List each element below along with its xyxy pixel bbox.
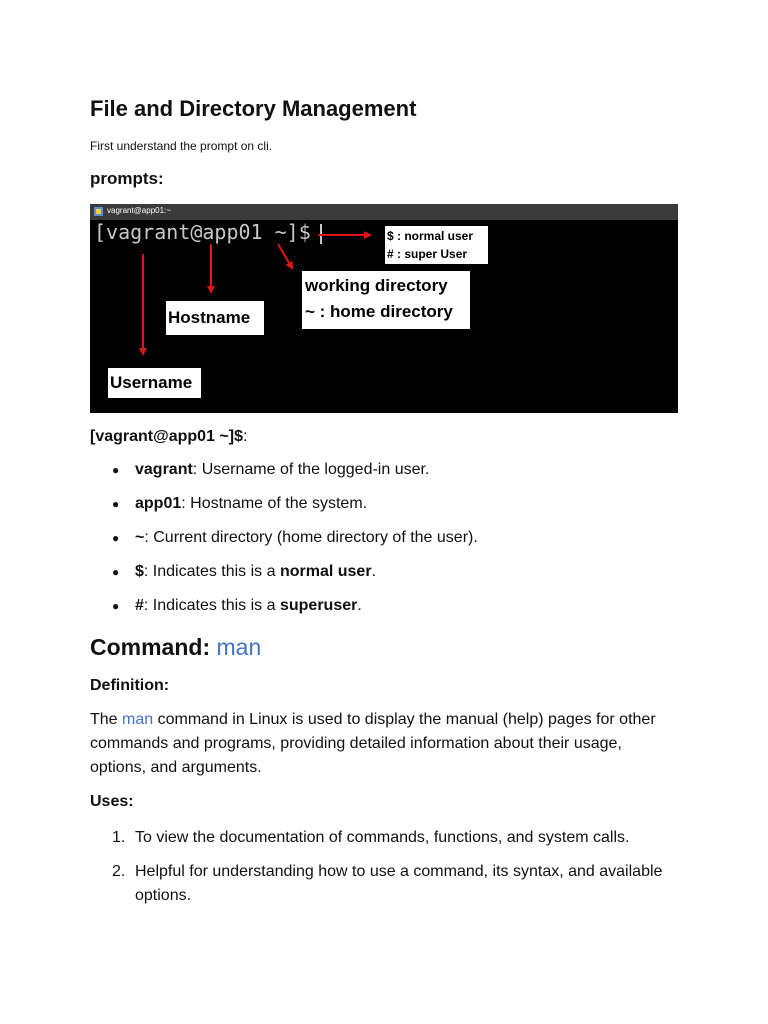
bullet-emph: normal user bbox=[279, 563, 372, 580]
definition-heading: Definition: bbox=[90, 677, 170, 694]
bullet-icon: ● bbox=[112, 599, 120, 613]
bullet-term: app01 bbox=[135, 495, 182, 512]
bullet-text: : Username of the logged-in user. bbox=[192, 461, 430, 478]
prompt-caption bbox=[90, 428, 247, 446]
bullet-term: ~ bbox=[135, 529, 145, 546]
list-item bbox=[90, 486, 680, 520]
bullet-icon: ● bbox=[112, 497, 120, 511]
list-item bbox=[90, 826, 680, 850]
super-user-label: # : super User bbox=[387, 247, 468, 261]
uses-heading: Uses: bbox=[90, 793, 134, 810]
command-heading-prefix: Command: bbox=[90, 634, 217, 660]
list-item bbox=[90, 554, 680, 588]
command-heading bbox=[90, 634, 261, 661]
command-link[interactable]: man bbox=[216, 634, 262, 660]
bullet-icon: ● bbox=[112, 463, 120, 477]
bullet-icon: ● bbox=[112, 531, 120, 545]
list-item-text: Helpful for understanding how to use a command, its syntax, and available options. bbox=[135, 863, 663, 904]
prompts-heading: prompts: bbox=[90, 169, 164, 188]
bullet-term: vagrant bbox=[135, 461, 193, 478]
list-number: 1. bbox=[112, 829, 126, 846]
user-type-label bbox=[385, 226, 488, 264]
prompt-caption-bold: [vagrant@app01 ~]$ bbox=[90, 428, 243, 445]
list-number: 2. bbox=[112, 863, 126, 880]
home-directory-line: ~ : home directory bbox=[305, 302, 453, 321]
bullet-icon: ● bbox=[112, 565, 120, 579]
username-label: Username bbox=[108, 368, 201, 398]
list-item bbox=[90, 520, 680, 554]
prompt-caption-tail: : bbox=[242, 428, 248, 445]
bullet-end: . bbox=[371, 563, 377, 580]
intro-text: First understand the prompt on cli. bbox=[90, 139, 273, 153]
bullet-term: # bbox=[135, 597, 144, 614]
terminal-prompt: [vagrant@app01 ~]$ bbox=[94, 220, 311, 244]
working-directory-line: working directory bbox=[305, 276, 448, 295]
list-item bbox=[90, 452, 680, 486]
hostname-label: Hostname bbox=[166, 301, 264, 335]
list-item bbox=[90, 860, 680, 908]
man-inline-link[interactable]: man bbox=[122, 711, 154, 728]
bullet-text: : Hostname of the system. bbox=[181, 495, 368, 512]
definition-text: command in Linux is used to display the manual (help) pages for other commands and programs, providing detailed information about their usage, options, and arguments. bbox=[90, 711, 656, 776]
arrow-to-workdir bbox=[278, 244, 292, 268]
bullet-text: : Current directory (home directory of the user). bbox=[144, 529, 478, 546]
terminal-window-title: vagrant@app01:~ bbox=[107, 206, 171, 215]
prompt-parts-list bbox=[90, 452, 680, 622]
bullet-term: $ bbox=[135, 563, 144, 580]
normal-user-label: $ : normal user bbox=[387, 229, 474, 243]
bullet-text: : Indicates this is a bbox=[143, 563, 280, 580]
page-title: File and Directory Management bbox=[90, 96, 417, 121]
definition-prefix: The bbox=[90, 711, 123, 728]
bullet-end: . bbox=[357, 597, 362, 614]
bullet-emph: superuser bbox=[279, 597, 358, 614]
working-directory-label bbox=[302, 271, 470, 329]
definition-paragraph bbox=[90, 708, 680, 780]
uses-list bbox=[90, 826, 680, 918]
list-item-text: To view the documentation of commands, functions, and system calls. bbox=[135, 829, 630, 846]
list-item bbox=[90, 588, 680, 622]
bullet-text: : Indicates this is a bbox=[143, 597, 280, 614]
terminal-screenshot bbox=[90, 204, 678, 413]
